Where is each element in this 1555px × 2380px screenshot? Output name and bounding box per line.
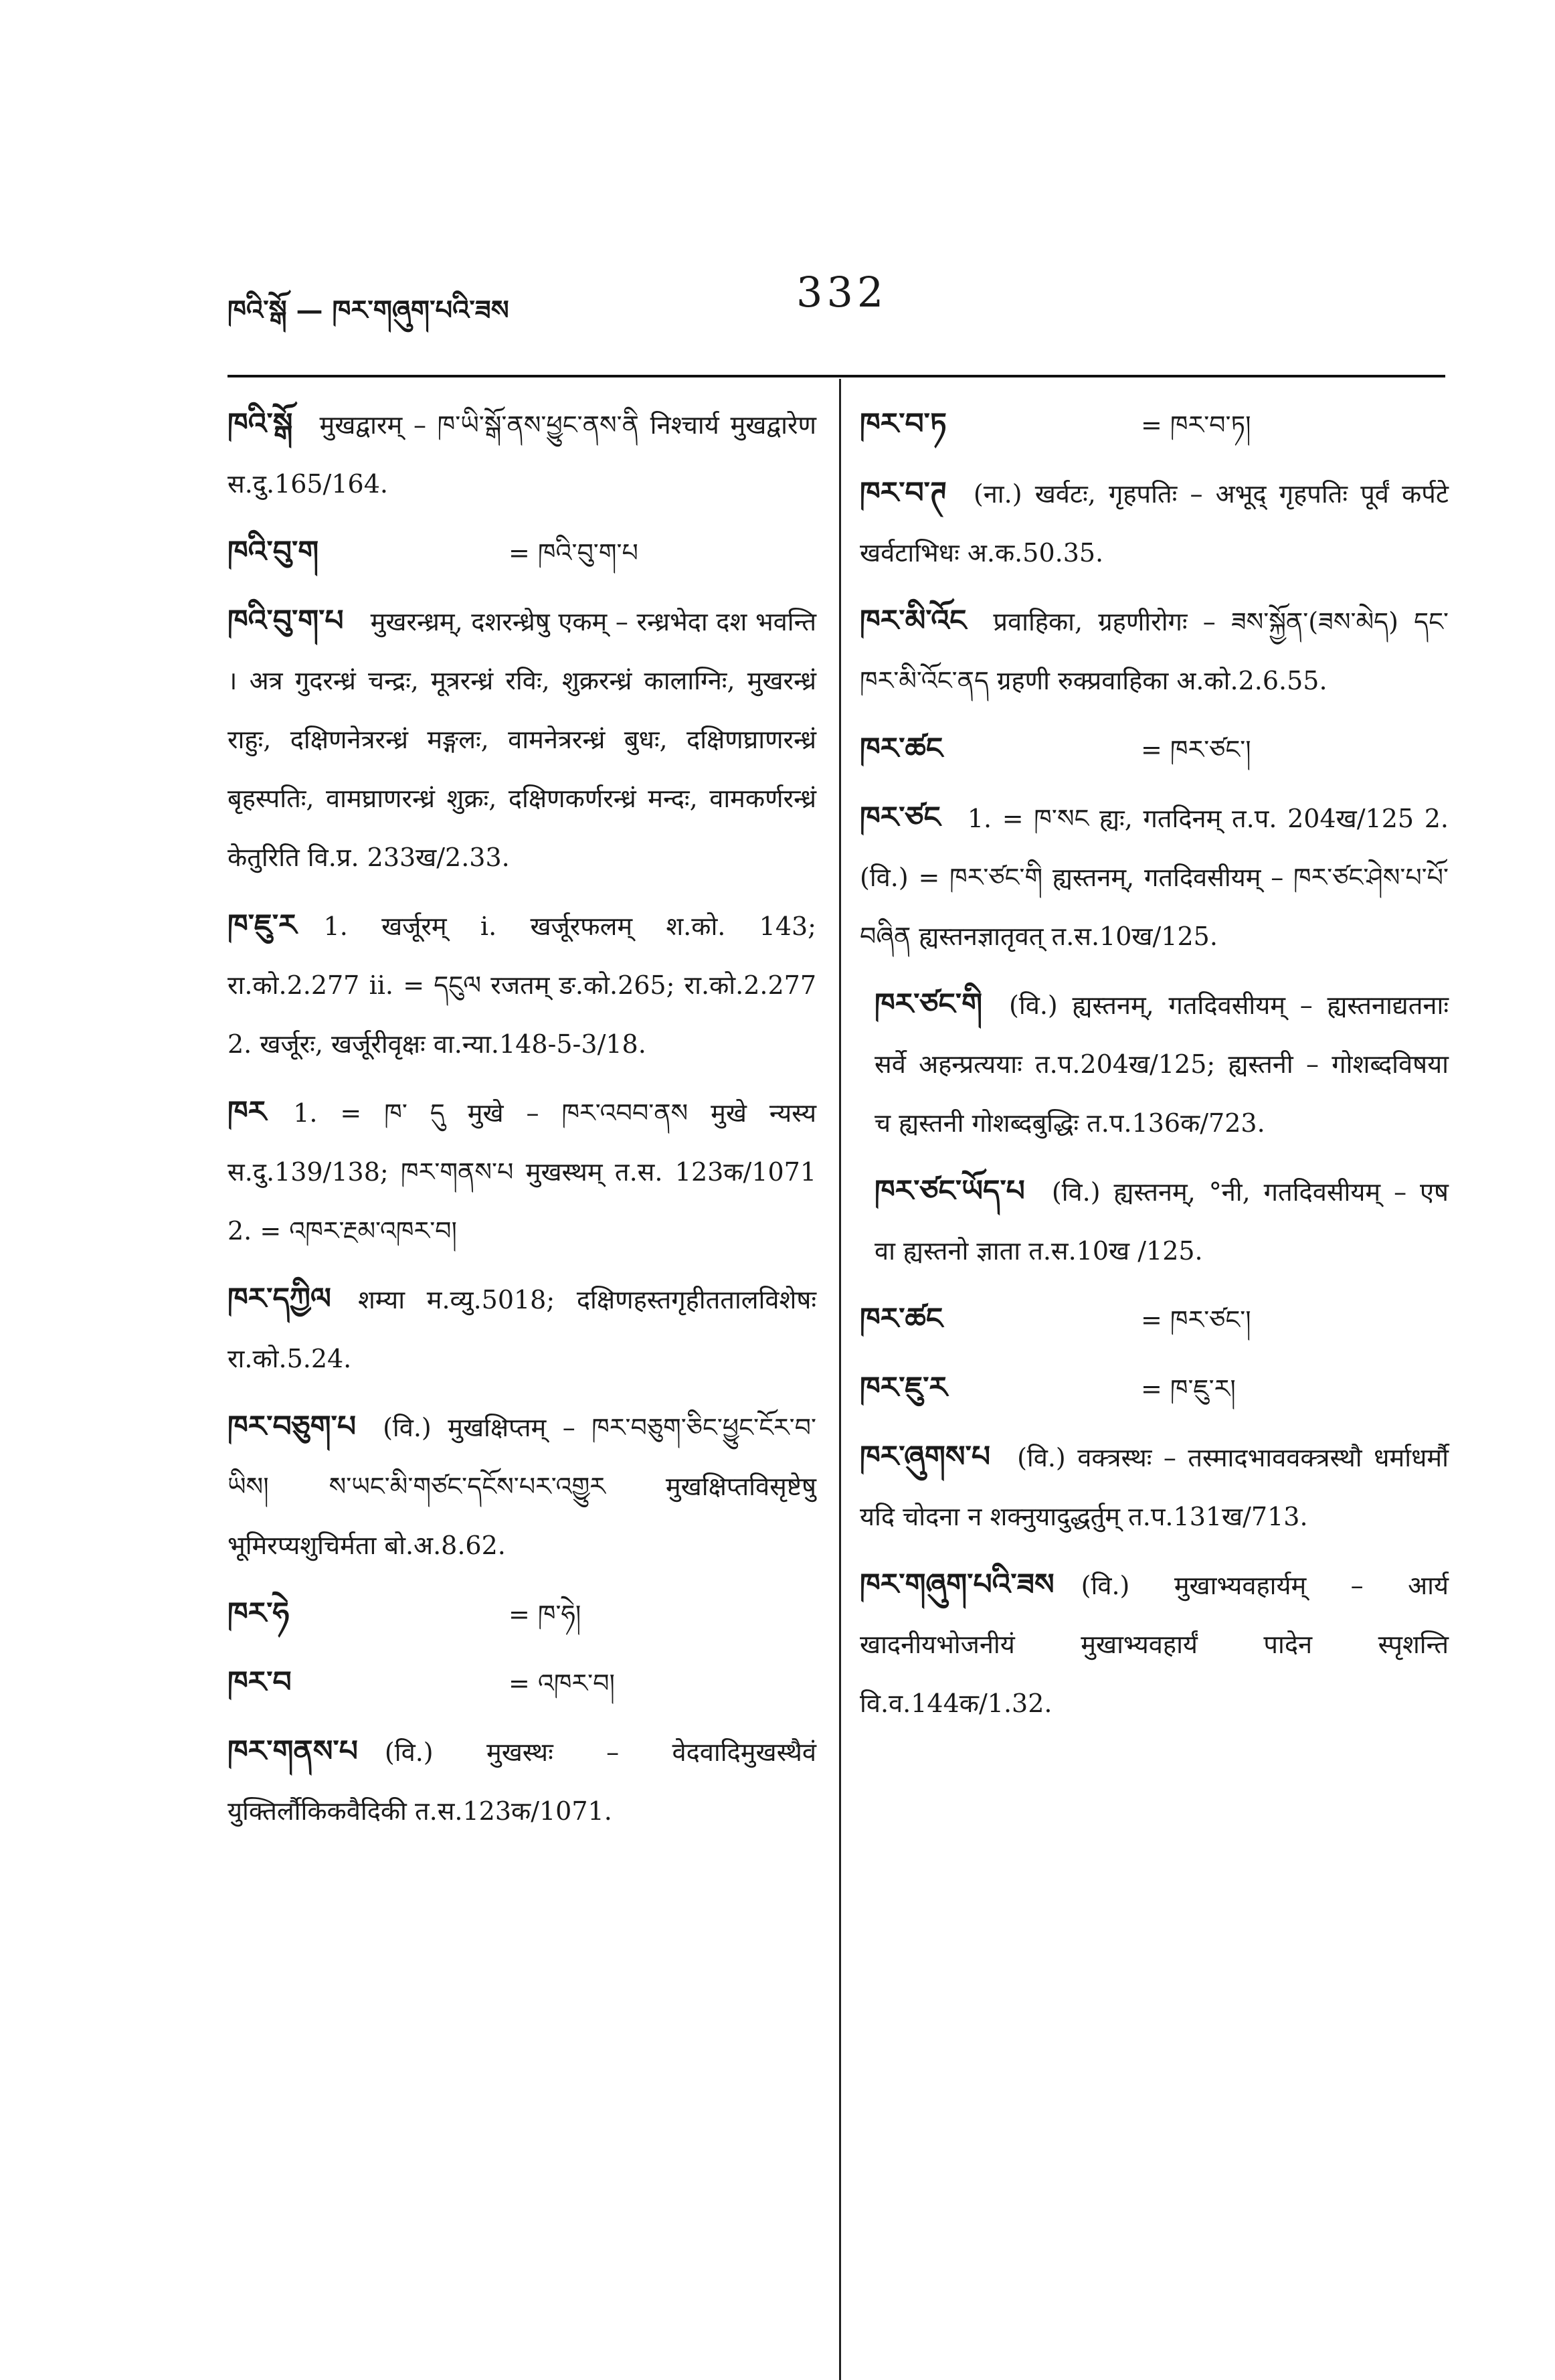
- entry-body: मुखद्वारम् – ཁ་ཡི་སྒོ་ནས་ཕྱུང་ནས་ནི निश्चार्य मुखद्वारेण स.दु.165/164.: [227, 410, 816, 499]
- page-header: [227, 268, 1445, 328]
- dictionary-entry: [860, 1428, 1449, 1546]
- entry-body: 1. खर्जूरम् i. खर्जूरफलम् श.को. 143; रा.को.2.277 ii. = དངུལ रजतम् ङ.को.265; रा.को.2.277 2. खर्जूरः, खर्जूरीवृक्षः वा.न्या.148-5-3/18.: [227, 912, 816, 1059]
- entry-body: (वि.) मुखस्थः – वेदवादिमुखस्थैवं युक्तिर्लौकिकवैदिकी त.स.123क/1071.: [227, 1737, 816, 1826]
- dictionary-entry: [227, 1397, 816, 1575]
- right-column: [860, 395, 1449, 1742]
- dictionary-entry: [860, 592, 1449, 710]
- entry-body: = ཁར་བ་ཏ།: [1141, 410, 1251, 440]
- dictionary-entry: [860, 1359, 1449, 1418]
- entry-headword: ཁར་གནས་པ: [227, 1734, 358, 1768]
- header-rule: [227, 375, 1445, 377]
- entry-body: (वि.) ह्यस्तनम्, गतदिवसीयम् – ह्यस्तनाद्यतनाः सर्वे अहन्प्रत्ययाः त.प.204ख/125; ह्यस्तनी – गोशब्दविषया च ह्यस्तनी गोशब्दबुद्धिः त.प.136क/723.: [875, 991, 1449, 1138]
- dictionary-entry: [227, 1653, 816, 1713]
- entry-headword: ཁའི་སྒོ: [227, 407, 293, 441]
- dictionary-entry: [860, 788, 1449, 966]
- dictionary-entry: [227, 395, 816, 513]
- entry-body: = ཁ་ཇུ་ར།: [1141, 1374, 1236, 1404]
- entry-body: (वि.) मुखाभ्यवहार्यम् – आर्य खादनीयभोजनीयं मुखाभ्यवहार्यं पादेन स्पृशन्ति वि.व.144क/1.32.: [860, 1571, 1449, 1718]
- dictionary-entry: [227, 592, 816, 887]
- entry-headword: ཁར་དཀྱིལ: [227, 1282, 331, 1316]
- dictionary-entry: [860, 1555, 1449, 1733]
- entry-headword: ཁར་བ: [227, 1665, 292, 1699]
- dictionary-entry: [227, 1083, 816, 1260]
- entry-body: = ཁར་ཙང་།: [1141, 1305, 1251, 1335]
- entry-body: (वि.) ह्यस्तनम्, °नी, गतदिवसीयम् – एष वा ह्यस्तनो ज्ञाता त.स.10ख /125.: [875, 1177, 1449, 1266]
- entry-headword: ཁར་ཧེ: [227, 1596, 290, 1630]
- entry-headword: ཁར་བ་ཊ: [860, 476, 947, 510]
- dictionary-entry: [227, 1722, 816, 1841]
- dictionary-entry: [860, 719, 1449, 779]
- entry-body: प्रवाहिका, ग्रहणीरोगः – ཟས་སྐྱོན་(ཟས་མེད) དང་ཁར་མི་འོང་ནད ग्रहणी रुक्प्रवाहिका अ.को.2.6.55.: [860, 607, 1449, 695]
- entry-headword: ཁར་མི་འོང: [860, 604, 967, 638]
- entry-headword: ཁར་ཇུ་ར: [860, 1371, 947, 1405]
- entry-headword: ཁར་ཚང: [860, 1302, 943, 1336]
- entry-body: = ཁའི་བུ་ག་པ: [509, 538, 638, 568]
- entry-body: (ना.) खर्वटः, गृहपतिः – अभूद् गृहपतिः पूर्वं कर्पटे खर्वटाभिधः अ.क.50.35.: [860, 479, 1449, 568]
- running-head: ཁའི་སྒོ — ཁར་གཞུག་པའི་ཟས: [227, 294, 509, 326]
- dictionary-entry: [860, 1162, 1449, 1280]
- column-divider: [839, 379, 841, 2380]
- entry-headword: ཁར་ཚང: [860, 732, 943, 766]
- left-column: [227, 395, 816, 1850]
- entry-body: 1. = ཁ་ དུ मुखे – ཁར་འབབ་ནས मुखे न्यस्य स.दु.139/138; ཁར་གནས་པ मुखस्थम् त.स. 123क/1071 2. = འཁར་རྔམ་འཁར་བ།: [227, 1098, 816, 1246]
- dictionary-entry: [227, 1270, 816, 1388]
- entry-headword: ཁར་ཙང: [860, 800, 941, 835]
- entry-headword: ཁར་ཞུགས་པ: [860, 1440, 991, 1474]
- dictionary-entry: [860, 975, 1449, 1153]
- entry-body: 1. = ཁ་སང ह्यः, गतदिनम् त.प. 204ख/125 2. (वि.) = ཁར་ཙང་གི ह्यस्तनम्, गतदिवसीयम् – ཁར་ཙང་ཤེས་པ་པོ་བཞིན ह्यस्तनज्ञातृवत् त.स.10ख/125.: [860, 804, 1449, 951]
- entry-headword: ཁར་གཞུག་པའི་ཟས: [860, 1567, 1055, 1602]
- entry-body: (वि.) वक्त्रस्थः – तस्मादभाववक्त्रस्थौ धर्माधर्मौ यदि चोदना न शक्नुयादुद्धर्तुम् त.प.131ख/713.: [860, 1443, 1449, 1531]
- entry-headword: ཁར: [227, 1095, 267, 1129]
- entry-headword: ཁ་ཇུ་ར: [227, 908, 297, 942]
- entry-headword: ཁར་ཙང་གི: [875, 987, 983, 1021]
- entry-body: = ཁར་ཙང་།: [1141, 735, 1251, 764]
- dictionary-entry: [860, 464, 1449, 582]
- entry-headword: ཁའི་བུ་ག: [227, 535, 319, 569]
- dictionary-entry: [860, 395, 1449, 454]
- entry-body: (वि.) मुखक्षिप्तम् – ཁར་བཅུག་ཅིང་ཕྱུང་ངོར་བ་ཡིས། ས་ཡང་མི་གཙང་དངོས་པར་འགྱུར मुखक्षिप्तविसृष्टेषु भूमिरप्यशुचिर्मता बो.अ.8.62.: [227, 1413, 816, 1560]
- entry-headword: ཁར་བཅུག་པ: [227, 1410, 357, 1444]
- entry-headword: ཁའི་བུ་ག་པ: [227, 604, 344, 638]
- dictionary-entry: [860, 1290, 1449, 1349]
- dictionary-entry: [227, 1584, 816, 1644]
- entry-body: शम्या म.व्यु.5018; दक्षिणहस्तगृहीततालविशेषः रा.को.5.24.: [227, 1285, 816, 1373]
- entry-body: = འཁར་བ།: [509, 1669, 615, 1698]
- entry-body: मुखरन्ध्रम्, दशरन्ध्रेषु एकम् – रन्ध्रभेदा दश भवन्ति । अत्र गुदरन्ध्रं चन्द्रः, मूत्ररन्ध्रं रविः, शुक्ररन्ध्रं कालाग्निः, मुखरन्ध्रं राहुः, दक्षिणनेत्ररन्ध्रं मङ्गलः, वामनेत्ररन्ध्रं बुधः, दक्षिणघ्राणरन्ध्रं बृहस्पतिः, वामघ्राणरन्ध्रं शुक्रः, दक्षिणकर्णरन्ध्रं मन्दः, वामकर्णरन्ध्रं केतुरिति वि.प्र. 233ख/2.33.: [227, 607, 816, 872]
- entry-headword: ཁར་ཙང་ཡོད་པ: [875, 1174, 1025, 1208]
- dictionary-entry: [227, 896, 816, 1074]
- dictionary-entry: [227, 523, 816, 582]
- entry-body: = ཁ་ཧེ།: [509, 1600, 581, 1629]
- entry-headword: ཁར་བ་ཏ: [860, 407, 947, 441]
- page-number: 332: [796, 268, 888, 317]
